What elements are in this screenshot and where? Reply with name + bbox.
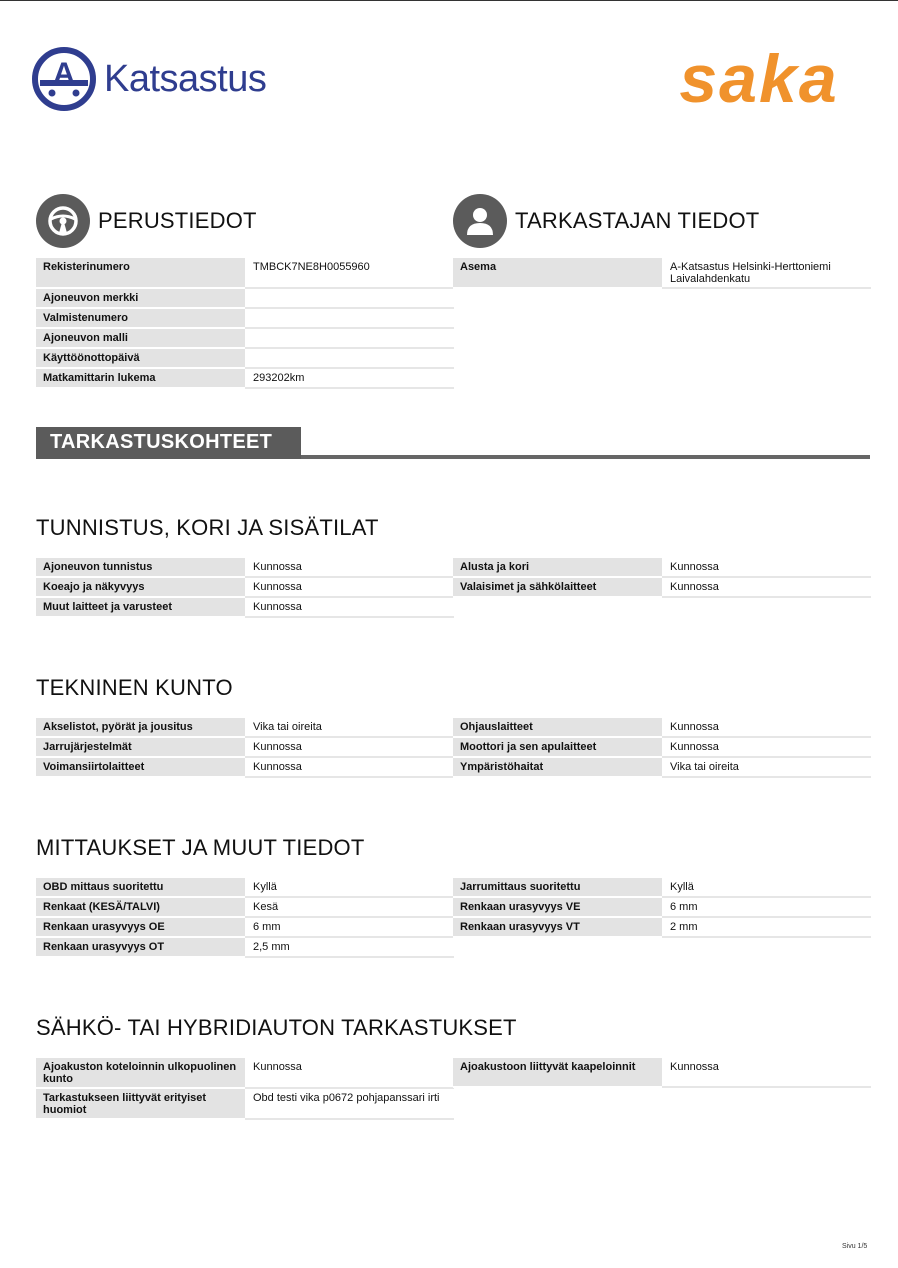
label-line: kunto bbox=[43, 1073, 73, 1085]
tekninen-title: TEKNINEN KUNTO bbox=[36, 675, 233, 700]
field-label: Renkaan urasyvyys OE bbox=[36, 918, 245, 938]
field-value bbox=[245, 329, 454, 349]
table-row bbox=[36, 878, 454, 898]
label-line: Tarkastukseen liittyvät erityiset bbox=[43, 1092, 207, 1104]
station-name: A-Katsastus Helsinki-Herttoniemi bbox=[670, 261, 831, 273]
field-value bbox=[245, 309, 454, 329]
field-value: Kesä bbox=[245, 898, 454, 918]
page-number: Sivu 1/5 bbox=[842, 1243, 868, 1250]
field-value: Kyllä bbox=[245, 878, 454, 898]
field-value: 293202km bbox=[245, 369, 454, 389]
field-label: Renkaan urasyvyys OT bbox=[36, 938, 245, 958]
field-value: Kunnossa bbox=[662, 738, 871, 758]
perustiedot-title: PERUSTIEDOT bbox=[98, 208, 257, 233]
field-value bbox=[245, 349, 454, 369]
field-label: Renkaan urasyvyys VT bbox=[453, 918, 662, 938]
field-label: Valaisimet ja sähkölaitteet bbox=[453, 578, 662, 598]
table-row bbox=[36, 258, 454, 289]
steering-wheel-icon bbox=[36, 194, 90, 248]
field-label: Valmistenumero bbox=[36, 309, 245, 329]
field-label: Ajoneuvon merkki bbox=[36, 289, 245, 309]
field-value: Kyllä bbox=[662, 878, 871, 898]
field-value: 6 mm bbox=[662, 898, 871, 918]
table-row bbox=[36, 329, 454, 349]
field-label: Koeajo ja näkyvyys bbox=[36, 578, 245, 598]
table-row bbox=[453, 1058, 871, 1088]
label-line: huomiot bbox=[43, 1104, 87, 1116]
field-value: Kunnossa bbox=[245, 738, 454, 758]
person-icon bbox=[453, 194, 507, 248]
field-label: Renkaat (KESÄ/TALVI) bbox=[36, 898, 245, 918]
sahko-title: SÄHKÖ- TAI HYBRIDIAUTON TARKASTUKSET bbox=[36, 1015, 517, 1040]
field-label bbox=[36, 1058, 245, 1089]
field-label: Voimansiirtolaitteet bbox=[36, 758, 245, 778]
field-label: OBD mittaus suoritettu bbox=[36, 878, 245, 898]
table-row bbox=[36, 918, 454, 938]
table-row bbox=[453, 738, 871, 758]
field-value: Kunnossa bbox=[245, 1058, 454, 1089]
tarkastuskohteet-banner: TARKASTUSKOHTEET bbox=[36, 427, 301, 459]
table-row bbox=[453, 898, 871, 918]
mittaukset-right-table bbox=[453, 878, 871, 938]
table-row bbox=[453, 558, 871, 578]
field-label: Asema bbox=[453, 258, 662, 289]
field-value: Kunnossa bbox=[245, 758, 454, 778]
field-label: Jarrumittaus suoritettu bbox=[453, 878, 662, 898]
field-label: Ympäristöhaitat bbox=[453, 758, 662, 778]
field-label: Ohjauslaitteet bbox=[453, 718, 662, 738]
table-row bbox=[453, 918, 871, 938]
field-label: Matkamittarin lukema bbox=[36, 369, 245, 389]
mittaukset-left-table bbox=[36, 878, 454, 958]
field-label: Ajoneuvon tunnistus bbox=[36, 558, 245, 578]
table-row bbox=[36, 289, 454, 309]
tunnistus-title: TUNNISTUS, KORI JA SISÄTILAT bbox=[36, 515, 379, 540]
field-value: Kunnossa bbox=[245, 578, 454, 598]
perustiedot-header bbox=[36, 194, 257, 248]
field-value: Kunnossa bbox=[662, 1058, 871, 1088]
table-row bbox=[36, 718, 454, 738]
table-row bbox=[36, 738, 454, 758]
field-value: Vika tai oireita bbox=[662, 758, 871, 778]
tunnistus-right-table bbox=[453, 558, 871, 598]
table-row bbox=[36, 369, 454, 389]
field-value: Kunnossa bbox=[662, 558, 871, 578]
tekninen-left-table bbox=[36, 718, 454, 778]
field-value: TMBCK7NE8H0055960 bbox=[245, 258, 454, 289]
table-row bbox=[36, 578, 454, 598]
label-line: Ajoakuston koteloinnin ulkopuolinen bbox=[43, 1061, 237, 1073]
saka-wordmark: saka bbox=[679, 48, 839, 110]
field-label: Renkaan urasyvyys VE bbox=[453, 898, 662, 918]
table-row bbox=[453, 578, 871, 598]
field-value: Kunnossa bbox=[662, 578, 871, 598]
field-label: Moottori ja sen apulaitteet bbox=[453, 738, 662, 758]
field-label bbox=[36, 1089, 245, 1120]
field-value: 2,5 mm bbox=[245, 938, 454, 958]
table-row bbox=[36, 1089, 454, 1120]
field-value: Obd testi vika p0672 pohjapanssari irti bbox=[245, 1089, 454, 1120]
field-label: Akselistot, pyörät ja jousitus bbox=[36, 718, 245, 738]
table-row bbox=[36, 598, 454, 618]
field-label: Muut laitteet ja varusteet bbox=[36, 598, 245, 618]
station-street: Laivalahdenkatu bbox=[670, 273, 751, 285]
table-row bbox=[36, 898, 454, 918]
field-value: Kunnossa bbox=[662, 718, 871, 738]
table-row bbox=[36, 758, 454, 778]
table-row bbox=[36, 558, 454, 578]
table-row bbox=[36, 938, 454, 958]
sahko-left-table bbox=[36, 1058, 454, 1120]
tarkastaja-title: TARKASTAJAN TIEDOT bbox=[515, 208, 760, 233]
field-value: Kunnossa bbox=[245, 558, 454, 578]
table-row bbox=[36, 1058, 454, 1089]
mittaukset-title: MITTAUKSET JA MUUT TIEDOT bbox=[36, 835, 365, 860]
table-row bbox=[453, 758, 871, 778]
logo-mark-letter: A bbox=[53, 57, 75, 90]
table-row bbox=[36, 309, 454, 329]
field-label: Alusta ja kori bbox=[453, 558, 662, 578]
field-value: 6 mm bbox=[245, 918, 454, 938]
field-value: 2 mm bbox=[662, 918, 871, 938]
top-rule bbox=[0, 0, 898, 1]
table-row bbox=[36, 349, 454, 369]
field-value bbox=[662, 258, 871, 289]
field-label: Jarrujärjestelmät bbox=[36, 738, 245, 758]
field-label: Käyttöönottopäivä bbox=[36, 349, 245, 369]
table-row bbox=[453, 718, 871, 738]
saka-logo bbox=[648, 48, 870, 110]
a-katsastus-logo bbox=[32, 46, 266, 112]
tarkastaja-table bbox=[453, 258, 871, 289]
field-label: Ajoakustoon liittyvät kaapeloinnit bbox=[453, 1058, 662, 1088]
sahko-right-table bbox=[453, 1058, 871, 1088]
tarkastaja-header bbox=[453, 194, 759, 248]
table-row bbox=[453, 258, 871, 289]
field-value bbox=[245, 289, 454, 309]
tekninen-right-table bbox=[453, 718, 871, 778]
a-katsastus-mark-icon bbox=[32, 47, 96, 111]
perustiedot-table bbox=[36, 258, 454, 389]
logo-wordmark: Katsastus bbox=[104, 57, 267, 100]
tunnistus-left-table bbox=[36, 558, 454, 618]
field-value: Kunnossa bbox=[245, 598, 454, 618]
field-label: Rekisterinumero bbox=[36, 258, 245, 289]
field-value: Vika tai oireita bbox=[245, 718, 454, 738]
field-label: Ajoneuvon malli bbox=[36, 329, 245, 349]
table-row bbox=[453, 878, 871, 898]
